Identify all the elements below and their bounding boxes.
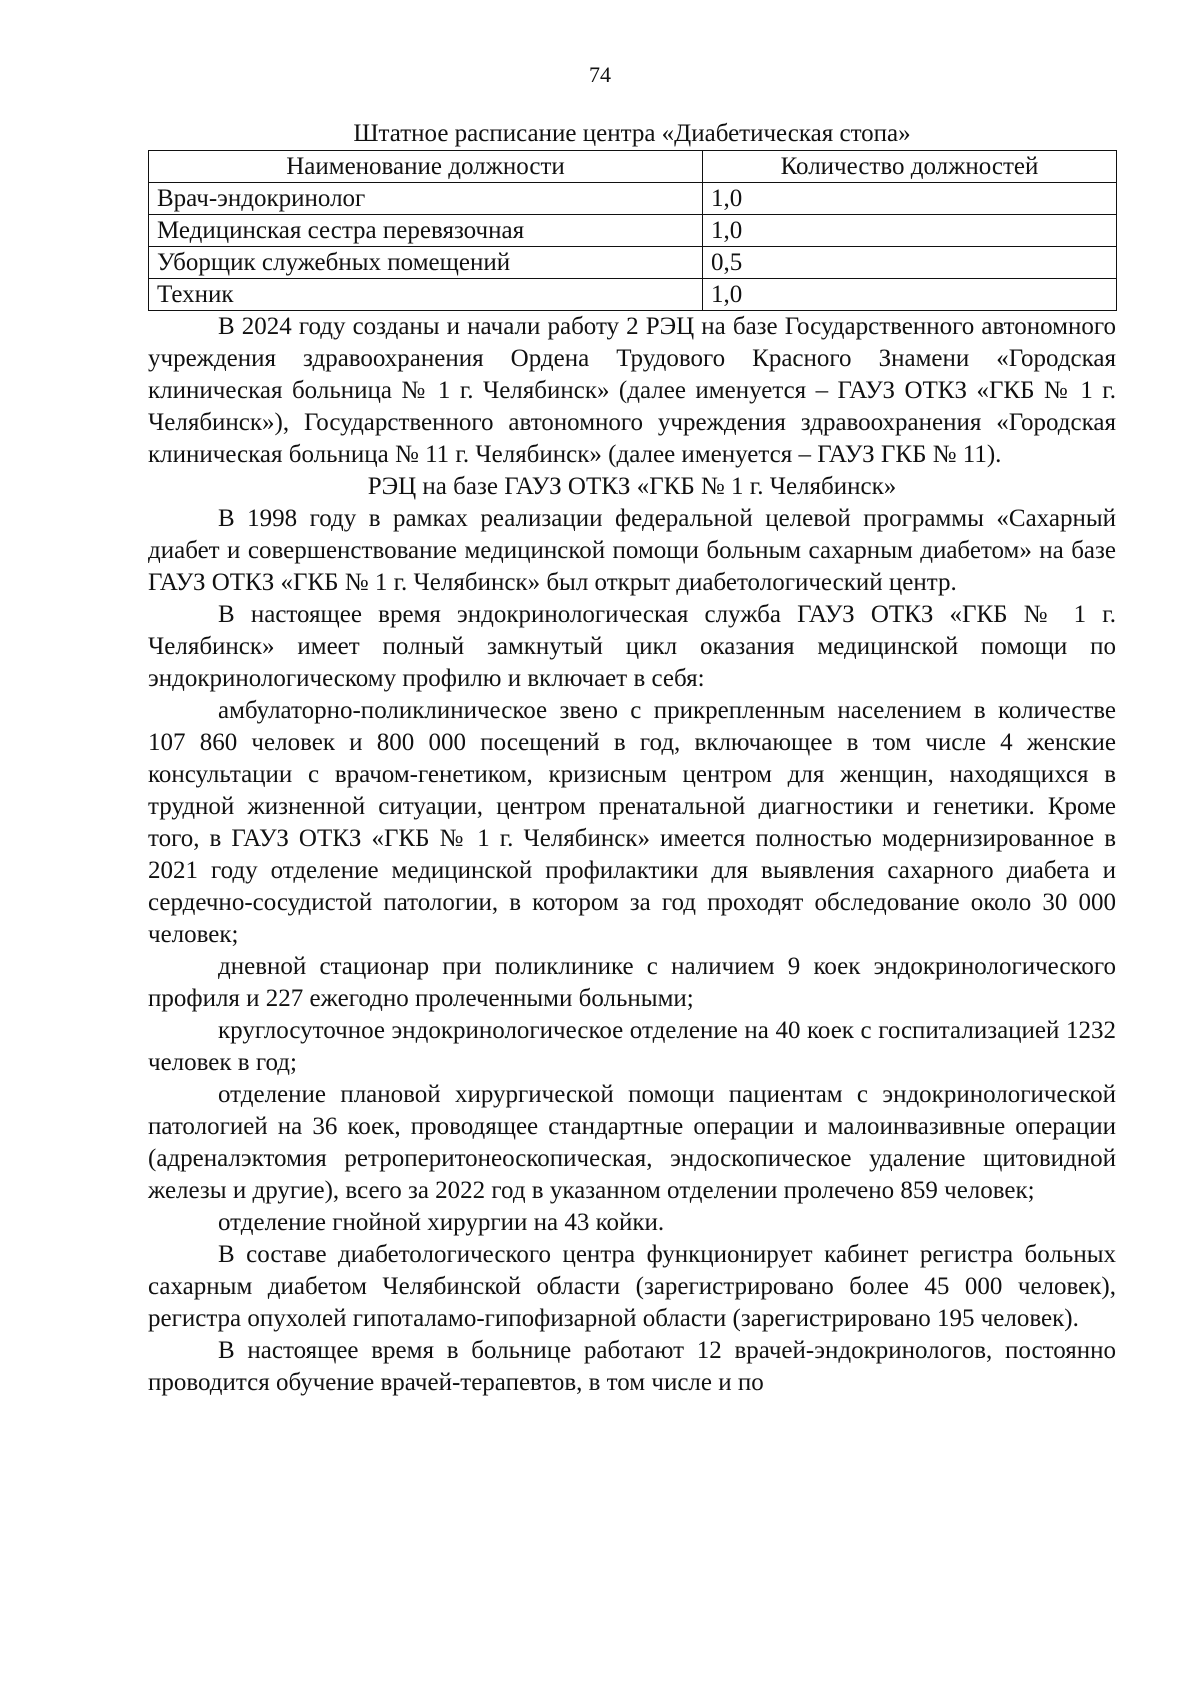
table-row [149,247,1117,279]
column-header-position: Наименование должности [149,151,703,183]
table-row [149,279,1117,311]
staff-schedule-table [148,150,1117,311]
table-cell-count: 1,0 [703,215,1117,247]
table-row [149,215,1117,247]
list-item-inpatient-department: круглосуточное эндокринологическое отделение на 40 коек с госпитализацией 1232 человек в год; [148,1017,1116,1076]
list-item-outpatient: амбулаторно-поликлиническое звено с прикрепленным населением в количестве 107 860 человек и 800 000 посещений в год, включающее в том числе 4 женские консультации с врачом-генетиком, кризисным центром для женщин, находящихся в трудной жизненной ситуации, центром пренатальной диагностики и генетики. Кроме того, в ГАУЗ ОТКЗ «ГКБ № 1 г. Челябинск» имеется полностью модернизированное в 2021 году отделение медицинской профилактики для выявления сахарного диабета и сердечно-сосудистой патологии, в котором за год проходят обследование около 30 000 человек; [148,697,1116,948]
paragraph-registry-office: В составе диабетологического центра функционирует кабинет регистра больных сахарным диабетом Челябинской области (зарегистрировано более 45 000 человек), регистра опухолей гипоталамо-гипофизарной области (зарегистрировано 195 человек). [148,1241,1116,1332]
paragraph-diabetology-center-history: В 1998 году в рамках реализации федеральной целевой программы «Сахарный диабет и совершенствование медицинской помощи больным сахарным диабетом» на базе ГАУЗ ОТКЗ «ГКБ № 1 г. Челябинск» был открыт диабетологический центр. [148,505,1116,596]
table-cell-position: Врач-эндокринолог [149,183,703,215]
column-header-count: Количество должностей [703,151,1117,183]
paragraph-endocrine-service-intro: В настоящее время эндокринологическая служба ГАУЗ ОТКЗ «ГКБ № 1 г. Челябинск» имеет полный замкнутый цикл оказания медицинской помощи по эндокринологическому профилю и включает в себя: [148,601,1116,692]
list-item-day-hospital: дневной стационар при поликлинике с наличием 9 коек эндокринологического профиля и 227 ежегодно пролеченными больными; [148,953,1116,1012]
paragraph-rec-founding: В 2024 году созданы и начали работу 2 РЭЦ на базе Государственного автономного учреждения здравоохранения Ордена Трудового Красного Знамени «Городская клиническая больница № 1 г. Челябинск» (далее именуется – ГАУЗ ОТКЗ «ГКБ № 1 г. Челябинск»), Государственного автономного учреждения здравоохранения «Городская клиническая больница № 11 г. Челябинск» (далее именуется – ГАУЗ ГКБ № 11). [148,313,1116,468]
table-cell-count: 1,0 [703,279,1117,311]
list-item-purulent-surgery: отделение гнойной хирургии на 43 койки. [218,1209,665,1236]
table-header-row [149,151,1117,183]
table-cell-position: Медицинская сестра перевязочная [149,215,703,247]
table-cell-count: 1,0 [703,183,1117,215]
table-cell-position: Уборщик служебных помещений [149,247,703,279]
table-row [149,183,1117,215]
table-cell-position: Техник [149,279,703,311]
document-body [148,118,1116,1399]
paragraph-staff-training: В настоящее время в больнице работают 12 врачей-эндокринологов, постоянно проводится обучение врачей-терапевтов, в том числе и по [148,1337,1116,1396]
section-heading: РЭЦ на базе ГАУЗ ОТКЗ «ГКБ № 1 г. Челябинск» [367,473,897,500]
page-number: 74 [589,62,611,87]
list-item-surgical-department: отделение плановой хирургической помощи пациентам с эндокринологической патологией на 36 коек, проводящее стандартные операции и малоинвазивные операции (адреналэктомия ретроперитонеоскопическая, эндоскопическое удаление щитовидной железы и другие), всего за 2022 год в указанном отделении пролечено 859 человек; [148,1081,1116,1204]
table-title: Штатное расписание центра «Диабетическая стопа» [353,120,911,147]
table-cell-count: 0,5 [703,247,1117,279]
